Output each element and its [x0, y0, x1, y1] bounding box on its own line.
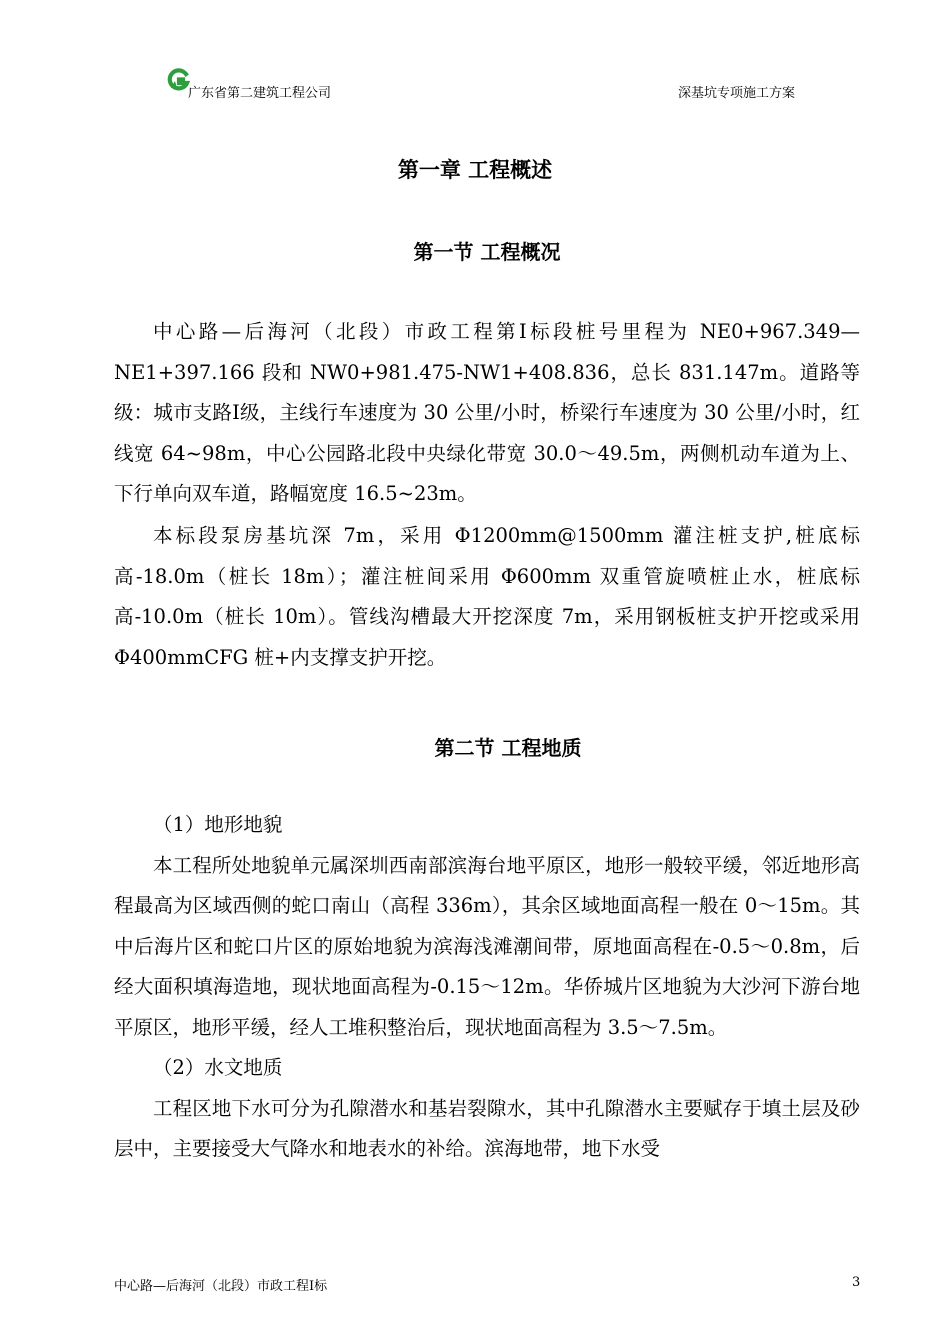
subheading-hydrogeology: （2）水文地质: [153, 1056, 283, 1079]
footer-page-number: 3: [852, 1275, 861, 1290]
company-logo-icon: [166, 68, 190, 92]
section-title-overview: 第一节 工程概况: [413, 240, 561, 264]
hydrogeology-paragraph: 工程区地下水可分为孔隙潜水和基岩裂隙水，其中孔隙潜水主要赋存于填土层及砂层中，主要接受大气降水和地表水的补给。滨海地带，地下水受: [114, 1096, 860, 1160]
overview-paragraph-1: [114, 312, 860, 515]
paragraph-text: 中心路—后海河（北段）市政工程第Ⅰ标段桩号里程为 NE0+967.349—NE1+397.166 段和 NW0+981.475-NW1+408.836，总长 831.147m。道路等级：城市支路Ⅰ级，主线行车速度为 30 公里/小时，桥梁行车速度为 30 公里/小时，红线宽 64~98m，中心公园路北段中央绿化带宽 30.0～49.5m，两侧机动车道为上、下行单向双车道，路幅宽度 16.5~23m。: [114, 320, 860, 505]
footer-project-name: 中心路—后海河（北段）市政工程Ⅰ标: [114, 1279, 328, 1294]
chapter-title: 第一章 工程概述: [397, 157, 553, 182]
header-company-name: 广东省第二建筑工程公司: [188, 86, 332, 101]
terrain-paragraph: 本工程所处地貌单元属深圳西南部滨海台地平原区，地形一般较平缓，邻近地形高程最高为区域西侧的蛇口南山（高程 336m），其余区域地面高程一般在 0～15m。其中后海片区和蛇口片区的原始地貌为滨海浅滩潮间带，原地面高程在-0.5～0.8m，后经大面积填海造地，现状地面高程为-0.15～12m。华侨城片区地貌为大沙河下游台地平原区，地形平缓，经人工堆积整治后，现状地面高程为 3.5～7.5m。: [114, 853, 860, 1039]
paragraph-text: 本标段泵房基坑深 7m，采用 Φ1200mm@1500mm 灌注桩支护,桩底标高-18.0m（桩长 18m）；灌注桩间采用 Φ600mm 双重管旋喷桩止水，桩底标高-10.0m（桩长 10m）。管线沟槽最大开挖深度 7m，采用钢板桩支护开挖或采用 Φ400mmCFG 桩+内支撑支护开挖。: [114, 524, 860, 669]
section-title-geology: 第二节 工程地质: [434, 736, 582, 760]
subheading-terrain: （1）地形地貌: [153, 813, 283, 836]
header-document-title: 深基坑专项施工方案: [678, 86, 796, 101]
overview-paragraph-2: [114, 516, 860, 678]
geology-body: [114, 805, 860, 1170]
